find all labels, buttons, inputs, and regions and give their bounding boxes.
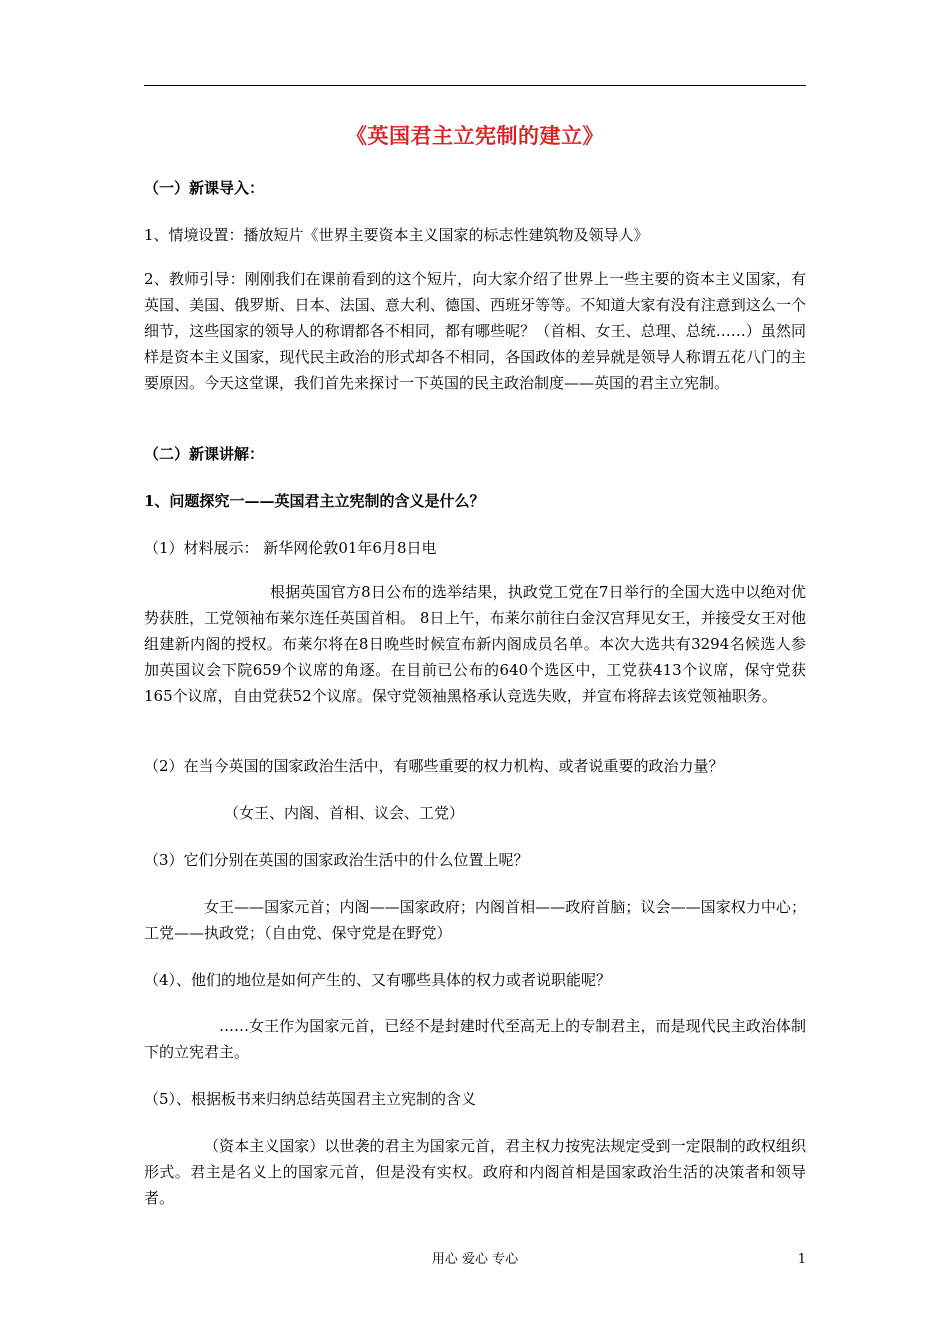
document-title: 《英国君主立宪制的建立》 (346, 123, 604, 148)
paragraph-teacher-guidance: 2、教师引导：刚刚我们在课前看到的这个短片，向大家介绍了世界上一些主要的资本主义国家，有英国、美国、俄罗斯、日本、法国、意大利、德国、西班牙等等。不知道大家有没有注意到这么一个细节，这些国家的领导人的称谓都各不相同，都有哪些呢？（首相、女王、总理、总统……）虽然同样是资本主义国家，现代民主政治的形式却各不相同，各国政体的差异就是领导人称谓五花八门的主要原因。今天这堂课，我们首先来探讨一下英国的民主政治制度——英国的君主立宪制。 (144, 270, 806, 392)
question-4: （4）、他们的地位是如何产生的、又有哪些具体的权力或者说职能呢？ (144, 971, 612, 989)
question-heading-1: 1、问题探究一——英国君主立宪制的含义是什么？ (144, 492, 485, 510)
question-3: （3）它们分别在英国的国家政治生活中的什么位置上呢？ (144, 851, 529, 869)
page-number: 1 (797, 1252, 806, 1267)
section-heading-lecture: （二）新课讲解： (144, 445, 265, 463)
header-rule (144, 85, 806, 86)
material-news-text: 根据英国官方8日公布的选举结果，执政党工党在7日举行的全国大选中以绝对优势获胜，工党领袖布莱尔连任英国首相。 8日上午，布莱尔前往白金汉宫拜见女王，并接受女王对他组建新内阁的授权。布莱尔将在8日晚些时候宣布新内阁成员名单。本次大选共有3294名候选人参加英国议会下院659个议席的角逐。在目前已公布的640个选区中，工党获413个议席，保守党获165个议席，自由党获52个议席。保守党领袖黑格承认竞选失败，并宣布将辞去该党领袖职务。 (144, 583, 806, 705)
paragraph-situation-setup: 1、情境设置：播放短片《世界主要资本主义国家的标志性建筑物及领导人》 (144, 226, 649, 244)
footer-slogan: 用心 爱心 专心 (431, 1252, 519, 1267)
material-display-label: （1）材料展示： 新华网伦敦01年6月8日电 (144, 539, 437, 557)
answer-4: ……女王作为国家元首，已经不是封建时代至高无上的专制君主，而是现代民主政治体制下的立宪君主。 (144, 1017, 806, 1061)
answer-2: （女王、内阁、首相、议会、工党） (224, 804, 465, 822)
question-2: （2）在当今英国的国家政治生活中，有哪些重要的权力机构、或者说重要的政治力量？ (144, 757, 724, 775)
question-5: （5）、根据板书来归纳总结英国君主立宪制的含义 (144, 1090, 477, 1108)
answer-3: 女王——国家元首；内阁——国家政府；内阁首相——政府首脑；议会——国家权力中心；工党——执政党；（自由党、保守党是在野党） (144, 898, 806, 942)
answer-5: （资本主义国家）以世袭的君主为国家元首，君主权力按宪法规定受到一定限制的政权组织形式。君主是名义上的国家元首，但是没有实权。政府和内阁首相是国家政治生活的决策者和领导者。 (144, 1137, 806, 1207)
section-heading-intro: （一）新课导入： (144, 179, 265, 197)
